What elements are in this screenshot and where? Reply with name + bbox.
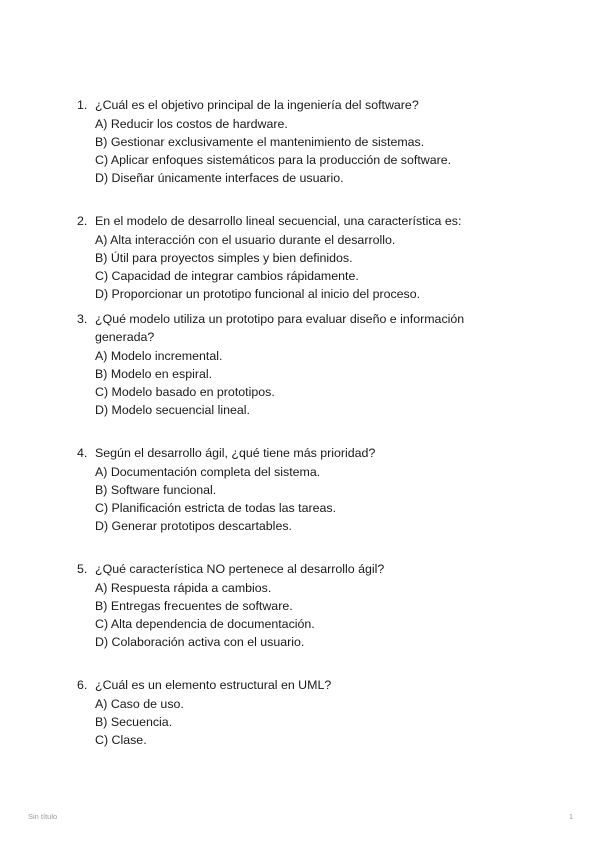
option-b: B) Entregas frecuentes de software. bbox=[95, 599, 293, 613]
question-number: 5. bbox=[77, 562, 88, 576]
question-number: 2. bbox=[77, 214, 88, 228]
option-d: D) Diseñar únicamente interfaces de usuario. bbox=[95, 171, 344, 185]
question-text: ¿Qué modelo utiliza un prototipo para evaluar diseño e información generada? bbox=[95, 312, 465, 344]
option-d: D) Generar prototipos descartables. bbox=[95, 519, 292, 533]
footer-page-number: 1 bbox=[568, 812, 573, 821]
question-number: 3. bbox=[77, 312, 88, 326]
option-a: A) Alta interacción con el usuario durante el desarrollo. bbox=[95, 233, 396, 247]
question-number: 1. bbox=[77, 98, 88, 112]
option-c: C) Alta dependencia de documentación. bbox=[95, 617, 315, 631]
question-text: ¿Cuál es un elemento estructural en UML? bbox=[95, 678, 332, 692]
option-d: D) Colaboración activa con el usuario. bbox=[95, 635, 305, 649]
question-text: En el modelo de desarrollo lineal secuencial, una característica es: bbox=[95, 214, 462, 228]
option-a: A) Caso de uso. bbox=[95, 697, 184, 711]
option-b: B) Software funcional. bbox=[95, 483, 217, 497]
option-c: C) Capacidad de integrar cambios rápidamente. bbox=[95, 269, 359, 283]
option-a: A) Respuesta rápida a cambios. bbox=[95, 581, 272, 595]
option-c: C) Clase. bbox=[95, 733, 147, 747]
option-a: A) Modelo incremental. bbox=[95, 349, 223, 363]
option-a: A) Reducir los costos de hardware. bbox=[95, 117, 288, 131]
option-a: A) Documentación completa del sistema. bbox=[95, 465, 321, 479]
option-c: C) Planificación estricta de todas las tareas. bbox=[95, 501, 337, 515]
option-c: C) Modelo basado en prototipos. bbox=[95, 385, 275, 399]
question-text: Según el desarrollo ágil, ¿qué tiene más prioridad? bbox=[95, 446, 376, 460]
option-b: B) Útil para proyectos simples y bien definidos. bbox=[95, 251, 353, 265]
option-b: B) Modelo en espiral. bbox=[95, 367, 213, 381]
footer-document-title: Sin título bbox=[28, 812, 58, 821]
question-number: 4. bbox=[77, 446, 88, 460]
option-c: C) Aplicar enfoques sistemáticos para la producción de software. bbox=[95, 153, 452, 167]
option-d: D) Modelo secuencial lineal. bbox=[95, 403, 250, 417]
question-text: ¿Qué característica NO pertenece al desarrollo ágil? bbox=[95, 562, 385, 576]
question-number: 6. bbox=[77, 678, 88, 692]
question-text: ¿Cuál es el objetivo principal de la ingeniería del software? bbox=[95, 98, 419, 112]
option-b: B) Secuencia. bbox=[95, 715, 173, 729]
option-b: B) Gestionar exclusivamente el mantenimiento de sistemas. bbox=[95, 135, 425, 149]
option-d: D) Proporcionar un prototipo funcional al inicio del proceso. bbox=[95, 287, 421, 301]
